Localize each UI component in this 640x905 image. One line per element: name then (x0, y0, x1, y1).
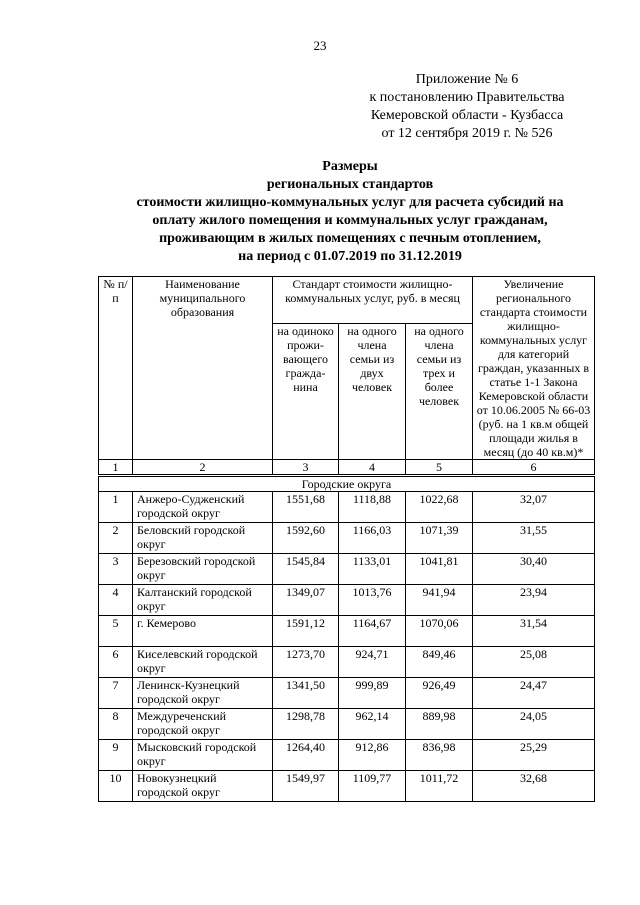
title-line: стоимости жилищно-коммунальных услуг для расчета субсидий на (136, 195, 564, 210)
page-number: 23 (313, 38, 327, 53)
row-number: 8 (99, 709, 133, 740)
row-name: Ленинск-Кузнецкий городской округ (133, 678, 273, 709)
row-three: 889,98 (406, 709, 473, 740)
column-number: 4 (339, 460, 406, 476)
row-single: 1551,68 (273, 492, 339, 523)
header-standard: Стандарт стоимости жилищно-коммунальных услуг, руб. в месяц (273, 277, 473, 324)
row-increase: 25,29 (473, 740, 595, 771)
row-number: 9 (99, 740, 133, 771)
row-number: 2 (99, 523, 133, 554)
row-single: 1341,50 (273, 678, 339, 709)
row-two: 1109,77 (339, 771, 406, 802)
row-single: 1349,07 (273, 585, 339, 616)
row-name: Мысковский городской округ (133, 740, 273, 771)
table-row (99, 554, 595, 585)
row-single: 1591,12 (273, 616, 339, 647)
title-line: оплату жилого помещения и коммунальных услуг гражданам, (152, 213, 548, 228)
table-row (99, 523, 595, 554)
row-number: 5 (99, 616, 133, 647)
standards-table (98, 276, 595, 802)
row-number: 10 (99, 771, 133, 802)
row-name: Беловский городской округ (133, 523, 273, 554)
row-increase: 30,40 (473, 554, 595, 585)
table-row (99, 616, 595, 647)
header-name: Наименование муниципального образования (133, 277, 273, 460)
row-two: 1118,88 (339, 492, 406, 523)
title-line: Размеры (322, 159, 378, 174)
row-three: 836,98 (406, 740, 473, 771)
row-three: 1070,06 (406, 616, 473, 647)
row-single: 1264,40 (273, 740, 339, 771)
row-two: 1133,01 (339, 554, 406, 585)
section-title: Городские округа (99, 476, 595, 492)
row-three: 1041,81 (406, 554, 473, 585)
row-single: 1545,84 (273, 554, 339, 585)
row-two: 999,89 (339, 678, 406, 709)
row-number: 7 (99, 678, 133, 709)
row-name: Киселевский городской округ (133, 647, 273, 678)
row-increase: 31,54 (473, 616, 595, 647)
document-title (80, 158, 620, 266)
row-two: 1166,03 (339, 523, 406, 554)
table-row (99, 585, 595, 616)
appendix-block (352, 71, 582, 143)
appendix-line: от 12 сентября 2019 г. № 526 (381, 126, 553, 141)
row-name: Новокузнецкий городской округ (133, 771, 273, 802)
table-row (99, 709, 595, 740)
row-two: 962,14 (339, 709, 406, 740)
row-three: 1071,39 (406, 523, 473, 554)
column-number: 2 (133, 460, 273, 476)
table-body (99, 492, 595, 802)
row-name: Березовский городской округ (133, 554, 273, 585)
row-name: Анжеро-Судженский городской округ (133, 492, 273, 523)
row-three: 849,46 (406, 647, 473, 678)
row-increase: 25,08 (473, 647, 595, 678)
row-single: 1549,97 (273, 771, 339, 802)
row-single: 1298,78 (273, 709, 339, 740)
row-three: 926,49 (406, 678, 473, 709)
title-line: региональных стандартов (266, 177, 434, 192)
row-two: 1013,76 (339, 585, 406, 616)
table-row (99, 740, 595, 771)
row-increase: 23,94 (473, 585, 595, 616)
appendix-line: Кемеровской области - Кузбасса (370, 108, 564, 123)
column-number-row (99, 460, 595, 476)
table-header-row (99, 277, 595, 324)
title-line: на период с 01.07.2019 по 31.12.2019 (238, 249, 462, 264)
row-three: 1022,68 (406, 492, 473, 523)
row-three: 941,94 (406, 585, 473, 616)
row-two: 924,71 (339, 647, 406, 678)
appendix-line: Приложение № 6 (415, 72, 519, 87)
row-number: 6 (99, 647, 133, 678)
row-increase: 31,55 (473, 523, 595, 554)
row-name: Калтанский городской округ (133, 585, 273, 616)
row-two: 1164,67 (339, 616, 406, 647)
header-increase: Увеличение регионального стандарта стоимости жилищно-коммунальных услуг для категорий граждан, указанных в статье 1-1 Закона Кемеровской области от 10.06.2005 № 66-03 (руб. на 1 кв.м общей площади жилья в месяц (до 40 кв.м)* (473, 277, 595, 460)
table-row (99, 678, 595, 709)
row-three: 1011,72 (406, 771, 473, 802)
table-row (99, 771, 595, 802)
row-two: 912,86 (339, 740, 406, 771)
column-number: 1 (99, 460, 133, 476)
row-increase: 32,68 (473, 771, 595, 802)
table-row (99, 492, 595, 523)
row-number: 1 (99, 492, 133, 523)
row-name: г. Кемерово (133, 616, 273, 647)
header-two: на одного члена семьи из двух человек (339, 323, 406, 459)
row-single: 1273,70 (273, 647, 339, 678)
column-number: 3 (273, 460, 339, 476)
row-number: 3 (99, 554, 133, 585)
row-single: 1592,60 (273, 523, 339, 554)
row-increase: 24,05 (473, 709, 595, 740)
row-increase: 24,47 (473, 678, 595, 709)
appendix-line: к постановлению Правительства (369, 90, 565, 105)
row-number: 4 (99, 585, 133, 616)
header-three: на одного члена семьи из трех и более человек (406, 323, 473, 459)
header-single: на одиноко прожи-вающего гражда-нина (273, 323, 339, 459)
row-increase: 32,07 (473, 492, 595, 523)
row-name: Междуреченский городской округ (133, 709, 273, 740)
section-row (99, 476, 595, 492)
table-row (99, 647, 595, 678)
title-line: проживающим в жилых помещениях с печным отоплением, (159, 231, 541, 246)
column-number: 6 (473, 460, 595, 476)
column-number: 5 (406, 460, 473, 476)
header-num: № п/п (99, 277, 133, 460)
